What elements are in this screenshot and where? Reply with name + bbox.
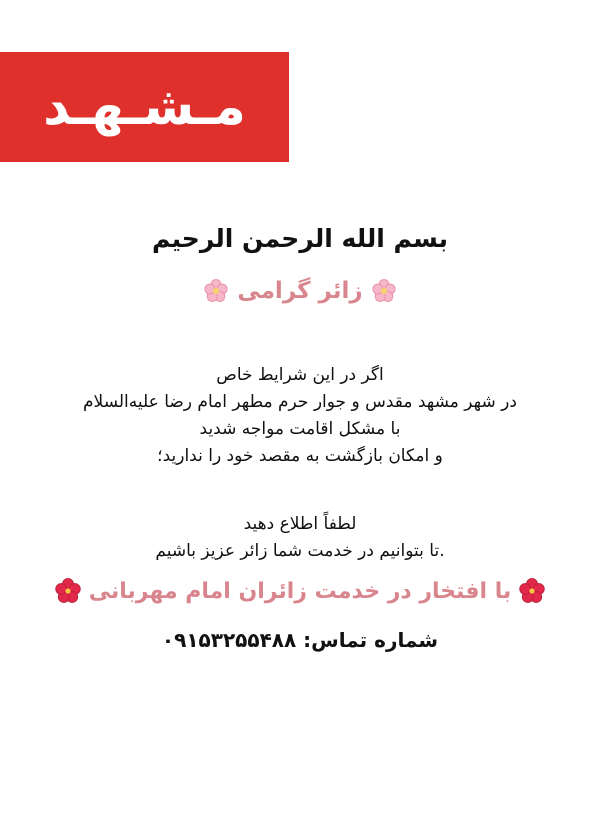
request-line: .تا بتوانیم در خدمت شما زائر عزیز باشیم <box>155 541 445 561</box>
closing-text: با افتخار در خدمت زائران امام مهربانی <box>88 578 512 604</box>
contact-phone[interactable]: ۰۹۱۵۳۲۵۵۴۸۸ <box>161 628 297 652</box>
message-line: با مشکل اقامت مواجه شدید <box>199 419 401 439</box>
request-paragraph <box>0 511 600 565</box>
closing-line <box>0 578 600 604</box>
greeting-text: زائر گرامی <box>237 278 363 304</box>
greeting-line <box>0 278 600 304</box>
message-line: در شهر مشهد مقدس و جوار حرم مطهر امام رضا علیه‌السلام <box>83 392 517 412</box>
hibiscus-icon <box>519 578 545 604</box>
basmala-heading: بسم الله الرحمن الرحیم <box>152 224 448 253</box>
cherry-blossom-icon <box>203 278 229 304</box>
banner-title: مـشـهـد <box>43 77 246 137</box>
contact-line <box>0 628 600 652</box>
message-line: اگر در این شرایط خاص <box>216 365 384 385</box>
hibiscus-icon <box>55 578 81 604</box>
message-paragraph <box>0 362 600 470</box>
city-banner <box>0 52 289 162</box>
message-line: و امکان بازگشت به مقصد خود را ندارید؛ <box>157 446 443 466</box>
contact-label: شماره تماس: <box>303 628 439 652</box>
request-line: لطفاً اطلاع دهید <box>243 514 357 534</box>
cherry-blossom-icon <box>371 278 397 304</box>
